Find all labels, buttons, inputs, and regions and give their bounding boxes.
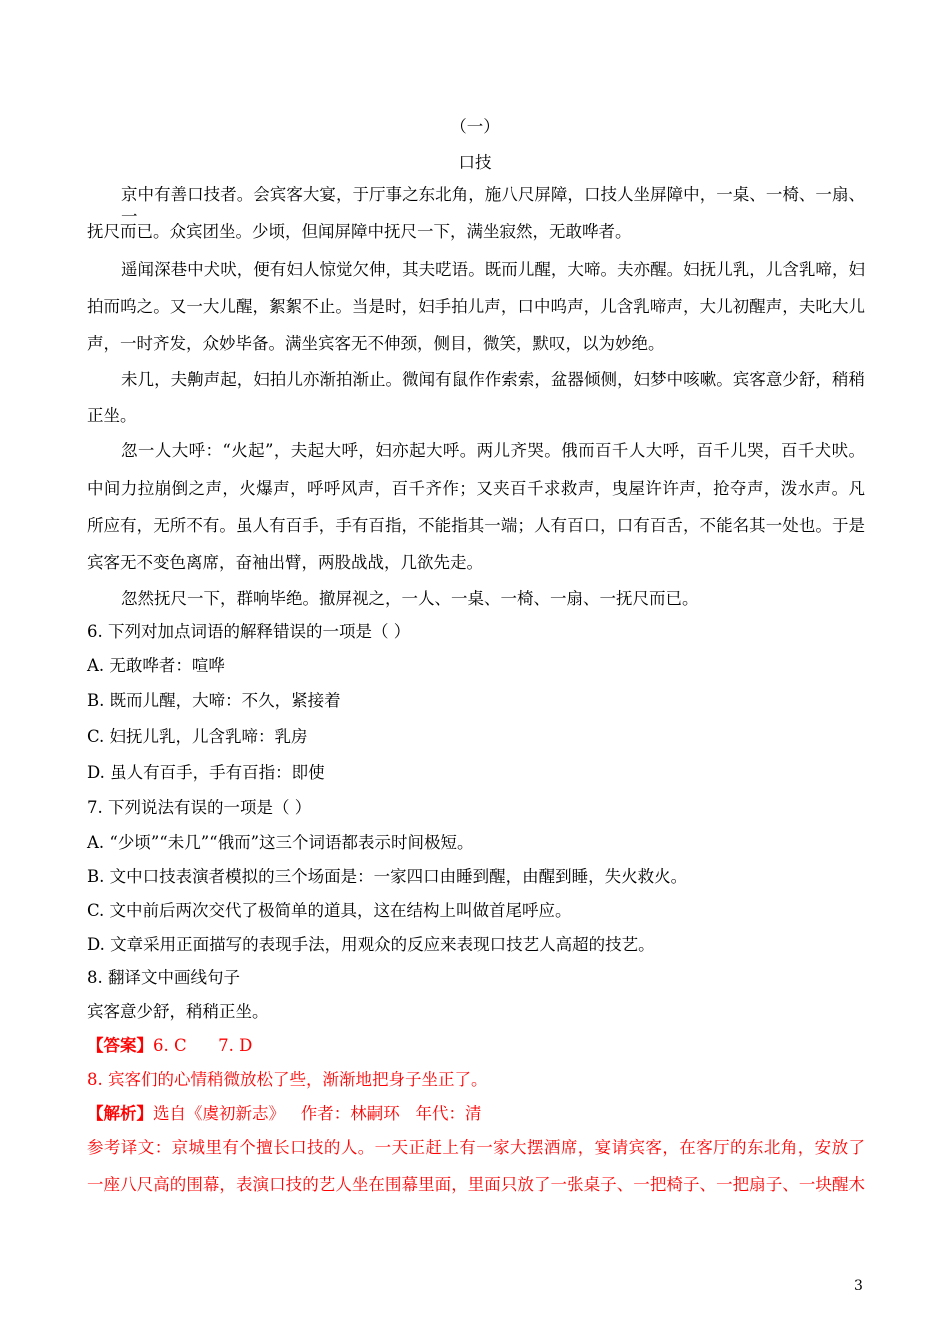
text-line: 忽一人大呼：“火起”，夫起大呼，妇亦起大呼。两儿齐哭。俄而百千人大呼，百千儿哭，百千犬吠。 (121, 441, 865, 460)
option-a: A. 无敢哗者：喧哗 (87, 656, 225, 675)
text-line: 遥闻深巷中犬吠，便有妇人惊觉欠伸，其夫呓语。既而儿醒，大啼。夫亦醒。妇抚儿乳，儿含乳啼，妇 (121, 260, 865, 279)
text-line: 宾客无不变色离席，奋袖出臂，两股战战，几欲先走。 (87, 553, 483, 572)
text-line: 中间力拉崩倒之声，火爆声，呼呼风声，百千齐作；又夹百千求救声，曳屋许许声，抢夺声，泼水声。凡 (87, 479, 865, 498)
question-stem: 8. 翻译文中画线句子 (87, 968, 240, 987)
analysis-label: 【解析】 (87, 1104, 153, 1123)
section-marker: （一） (450, 117, 500, 136)
analysis-block (87, 1103, 865, 1125)
passage-title: 口技 (458, 153, 492, 172)
answer-line-2: 8. 宾客们的心情稍微放松了些，渐渐地把身子坐正了。 (87, 1070, 488, 1089)
option-a: A. “少顷”“未几”“俄而”这三个词语都表示时间极短。 (87, 833, 474, 852)
option-b: B. 文中口技表演者模拟的三个场面是：一家四口由睡到醒，由醒到睡，失火救火。 (87, 867, 688, 886)
text-line: 正坐。 (87, 406, 137, 425)
page-number: 3 (854, 1278, 863, 1294)
text-line: 京中有善口技者。会宾客大宴，于厅事之东北角，施八尺屏障，口技人坐屏障中，一桌、一椅、一扇、一 (121, 185, 865, 226)
text-line: 忽然抚尺一下，群响毕绝。撤屏视之，一人、一桌、一椅、一扇、一抚尺而已。 (121, 589, 699, 608)
question-stem: 7. 下列说法有误的一项是（ ） (87, 798, 312, 817)
text-line: 所应有，无所不有。虽人有百手，手有百指，不能指其一端；人有百口，口有百舌，不能名其一处也。于是 (87, 516, 865, 535)
answer-text: 6. C 7. D (153, 1036, 253, 1055)
option-d: D. 虽人有百手，手有百指：即使 (87, 763, 325, 782)
option-c: C. 文中前后两次交代了极简单的道具，这在结构上叫做首尾呼应。 (87, 901, 572, 920)
option-d: D. 文章采用正面描写的表现手法，用观众的反应来表现口技艺人高超的技艺。 (87, 935, 655, 954)
translation-line: 参考译文：京城里有个擅长口技的人。一天正赶上有一家大摆酒席，宴请宾客，在客厅的东北角，安放了 (87, 1138, 865, 1157)
question-stem: 6. 下列对加点词语的解释错误的一项是（ ） (87, 622, 411, 641)
answer-block (87, 1035, 865, 1057)
translate-sentence: 宾客意少舒，稍稍正坐。 (87, 1002, 269, 1021)
answer-label: 【答案】 (87, 1036, 153, 1055)
text-line: 声，一时齐发，众妙毕备。满坐宾客无不伸颈，侧目，微笑，默叹，以为妙绝。 (87, 334, 665, 353)
text-line: 拍而呜之。又一大儿醒，絮絮不止。当是时，妇手拍儿声，口中呜声，儿含乳啼声，大儿初醒声，夫叱大儿 (87, 297, 865, 316)
option-b: B. 既而儿醒，大啼：不久，紧接着 (87, 691, 341, 710)
option-c: C. 妇抚儿乳，儿含乳啼：乳房 (87, 727, 308, 746)
text-line: 未几，夫齁声起，妇拍儿亦渐拍渐止。微闻有鼠作作索索，盆器倾侧，妇梦中咳嗽。宾客意少舒，稍稍 (121, 370, 865, 389)
analysis-text: 选自《虞初新志》 作者：林嗣环 年代：清 (153, 1104, 482, 1123)
text-line: 抚尺而已。众宾团坐。少顷，但闻屏障中抚尺一下，满坐寂然，无敢哗者。 (87, 222, 632, 241)
translation-line: 一座八尺高的围幕，表演口技的艺人坐在围幕里面，里面只放了一张桌子、一把椅子、一把扇子、一块醒木 (87, 1175, 865, 1194)
